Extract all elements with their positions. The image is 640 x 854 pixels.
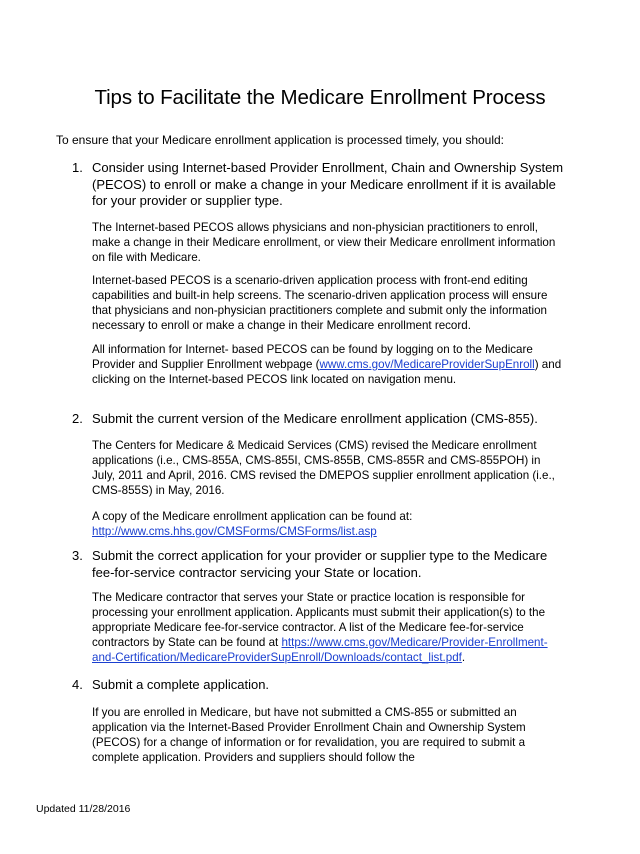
paragraph-text [92,342,564,387]
item-1-paragraph-1 [92,220,564,265]
item-heading: Submit a complete application. [92,677,270,692]
item-heading: Submit the correct application for your provider or supplier type to the Medicare fee-for-service contractor servicing your State or location. [92,548,548,580]
paragraph-text: If you are enrolled in Medicare, but have not submitted a CMS-855 or submitted an application via the Internet-Based Provider Enrollment Chain and Ownership System (PECOS) for a change of information or for revalidation, you are required to submit a complete application. Providers and suppliers should follow the [92,706,526,764]
contact-list-link[interactable]: https://www.cms.gov/Medicare/Provider-Enrollment-and-Certification/MedicareProviderSupEnroll/Downloads/contact_list.pdf [92,636,548,664]
paragraph-text: Internet-based PECOS is a scenario-driven application process with front-end editing capabilities and built-in help screens. The scenario-driven application process will ensure that physicians and non-physician practitioners complete and submit only the information necessary to enroll or make a change in their Medicare enrollment record. [92,274,548,332]
paragraph-text: The Internet-based PECOS allows physicians and non-physician practitioners to enroll, make a change in their Medicare enrollment, or view their Medicare enrollment information on file with Medicare. [92,221,556,264]
intro-text: To ensure that your Medicare enrollment application is processed timely, you should: [56,133,505,147]
list-item-1 [72,160,572,210]
item-heading: Submit the current version of the Medicare enrollment application (CMS-855). [92,411,538,426]
item-number: 3. [72,548,83,563]
paragraph-text: The Centers for Medicare & Medicaid Services (CMS) revised the Medicare enrollment applications (i.e., CMS-855A, CMS-855I, CMS-855B, CMS-855R and CMS-855POH) in July, 2011 and April, 2016. CMS revised the DMEPOS supplier enrollment application (i.e., CMS-855S) in May, 2016. [92,439,555,497]
text-span: A copy of the Medicare enrollment application can be found at: [92,510,413,523]
text-span: The Medicare contractor that serves your State or practice location is responsible for processing your enrollment application. Applicants must submit their application(s) to the appropriate Medicare fee-for-service contractor. A list of the Medicare fee-for-service contractors by State can be found at [92,591,546,649]
text-span: . [461,651,466,664]
item-2-paragraph-2 [92,509,564,539]
paragraph-text [92,509,564,539]
item-number: 2. [72,411,83,426]
item-number: 1. [72,160,83,175]
paragraph-text [92,590,564,665]
list-item-4 [72,677,572,694]
item-3-paragraph-1 [92,590,564,665]
list-item-3 [72,548,572,581]
item-1-paragraph-3 [92,342,564,387]
text-span: ) and clicking on the Internet-based PECOS link located on navigation menu. [92,358,562,386]
cms-forms-link[interactable]: http://www.cms.hhs.gov/CMSForms/CMSForms/list.asp [92,525,377,538]
pecos-link[interactable]: www.cms.gov/MedicareProviderSupEnroll [319,358,535,371]
item-heading: Consider using Internet-based Provider Enrollment, Chain and Ownership System (PECOS) to enroll or make a change in your Medicare enrollment if it is available for your provider or supplier type. [92,160,564,208]
item-1-paragraph-2 [92,273,564,333]
updated-date: Updated 11/28/2016 [36,803,131,815]
item-2-paragraph-1 [92,438,564,498]
list-item-2 [72,411,572,428]
text-span: All information for Internet- based PECOS can be found by logging on to the Medicare Provider and Supplier Enrollment webpage ( [92,343,533,371]
item-4-paragraph-1 [92,705,564,765]
item-number: 4. [72,677,83,692]
page-title: Tips to Facilitate the Medicare Enrollment Process [94,86,546,109]
